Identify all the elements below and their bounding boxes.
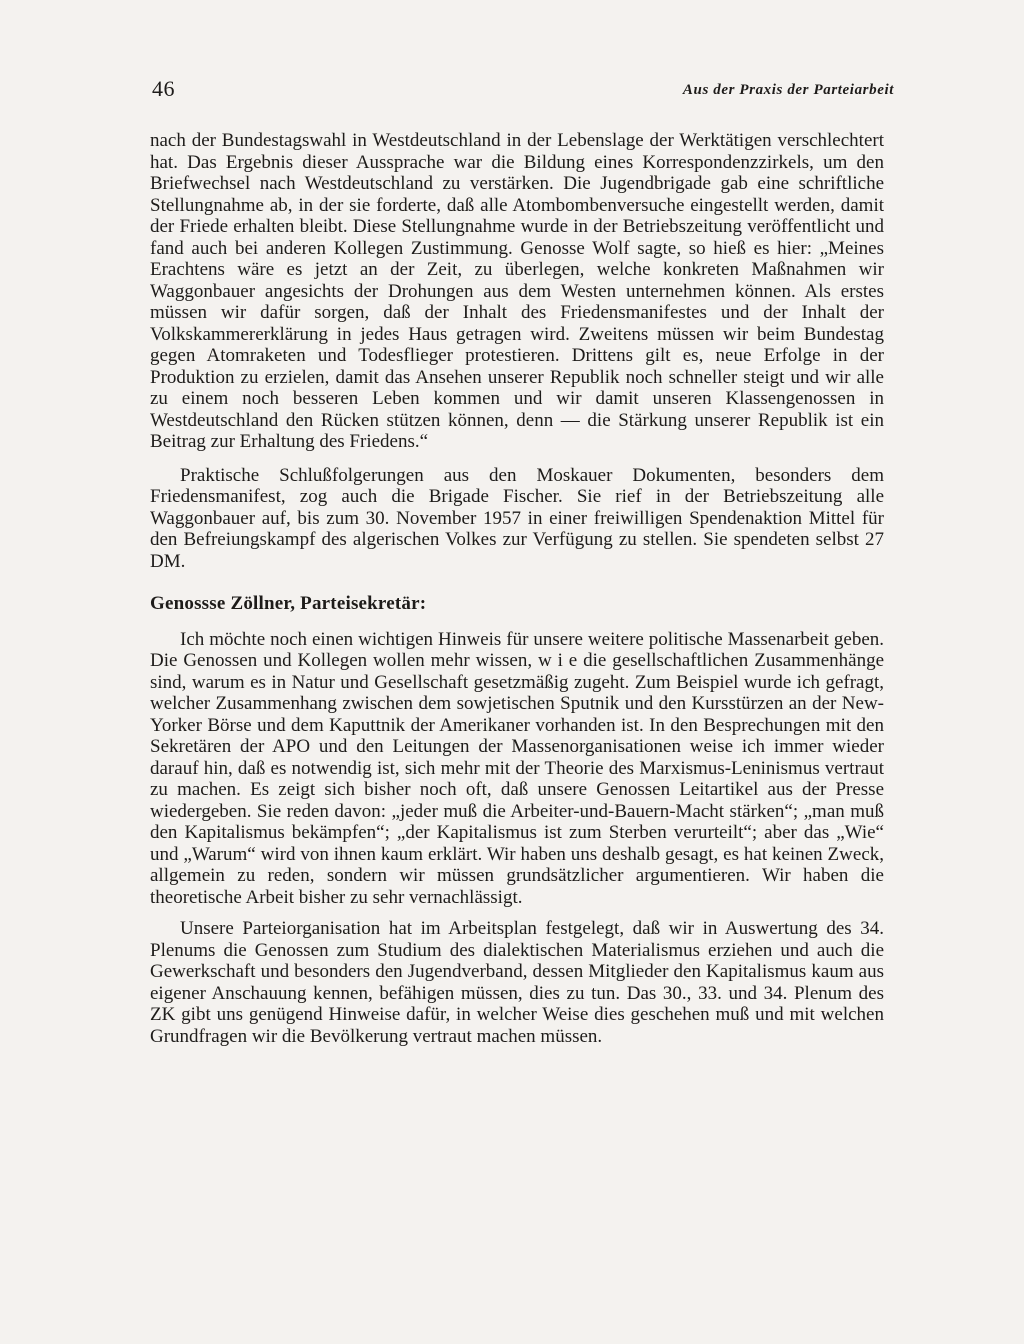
paragraph-brigade-fischer: Praktische Schlußfolgerungen aus den Moskauer Dokumenten, besonders dem Friedensmanifest, zog auch die Brigade Fischer. Sie rief in der Betriebszeitung alle Waggonbauer auf, bis zum 30. November 1957 in einer freiwilligen Spendenaktion Mittel für den Befreiungskampf des algerischen Volkes zur Verfügung zu stellen. Sie spendeten selbst 27 DM. (150, 464, 884, 572)
article-body (150, 130, 884, 1047)
running-header-title: Aus der Praxis der Parteiarbeit (682, 82, 894, 98)
paragraph-bundestagswahl: nach der Bundestagswahl in Westdeutschland in der Lebenslage der Werktätigen verschlechtert hat. Das Ergebnis dieser Aussprache war die Bildung eines Korrespondenzzirkels, um den Briefwechsel nach Westdeutschland zu verstärken. Die Jugendbrigade gab eine schriftliche Stellungnahme ab, in der sie forderte, daß alle Atombombenversuche eingestellt werden, damit der Friede erhalten bleibt. Diese Stellungnahme wurde in der Betriebszeitung veröffentlicht und fand auch bei anderen Kollegen Zustimmung. Genosse Wolf sagte, so hieß es hier: „Meines Erachtens wäre es jetzt an der Zeit, zu überlegen, welche konkreten Maßnahmen wir Waggonbauer angesichts der Drohungen aus dem Westen unternehmen können. Als erstes müssen wir dafür sorgen, daß der Inhalt des Friedensmanifestes und der Inhalt der Volkskammererklärung in jedes Haus getragen wird. Zweitens müssen wir beim Bundestag gegen Atomraketen und Todesflieger protestieren. Drittens gilt es, neue Erfolge in der Produktion zu erzielen, damit das Ansehen unserer Republik noch schneller steigt und wir alle zu einem noch besseren Leben kommen und wir damit unseren Klassengenossen in Westdeutschland den Rücken stützen können, denn — die Stärkung unserer Republik ist ein Beitrag zur Erhaltung des Friedens.“ (150, 130, 884, 452)
paragraph-massenarbeit: Ich möchte noch einen wichtigen Hinweis für unsere weitere politische Massenarbeit geben. Die Genossen und Kollegen wollen mehr wissen, w i e die gesellschaftlichen Zusammenhänge sind, warum es in Natur und Gesellschaft gesetzmäßig zugeht. Zum Beispiel wurde ich gefragt, welcher Zusammenhang zwischen dem sowjetischen Sputnik und den Kursstürzen an der New-Yorker Börse und dem Kaputtnik der Amerikaner vorhanden ist. In den Besprechungen mit den Sekretären der APO und den Leitungen der Massenorganisationen weise ich immer wieder darauf hin, daß es notwendig ist, sich mehr mit der Theorie des Marxismus-Leninismus vertraut zu machen. Es zeigt sich bisher noch oft, daß unsere Genossen Leitartikel aus der Presse wiedergeben. Sie reden davon: „jeder muß die Arbeiter-und-Bauern-Macht stärken“; „man muß den Kapitalismus bekämpfen“; „der Kapitalismus ist zum Sterben verurteilt“; aber das „Wie“ und „Warum“ wird von ihnen kaum erklärt. Wir haben uns deshalb gesagt, es hat keinen Zweck, allgemein zu reden, sondern wir müssen grundsätzlicher argumentieren. Wir haben die theoretische Arbeit bisher zu sehr vernachlässigt. (150, 628, 884, 908)
speaker-heading: Genossse Zöllner, Parteisekretär: (150, 593, 427, 614)
paragraph-parteiorganisation: Unsere Parteiorganisation hat im Arbeitsplan festgelegt, daß wir in Auswertung des 34. Plenums die Genossen zum Studium des dialektischen Materialismus erziehen und auch die Gewerkschaft und besonders den Jugendverband, dessen Mitglieder den Kapitalismus kaum aus eigener Anschauung kennen, befähigen müssen, dies zu tun. Das 30., 33. und 34. Plenum des ZK gibt uns genügend Hinweise dafür, in welcher Weise dies geschehen muß und mit welchen Grundfragen wir die Bevölkerung vertraut machen müssen. (150, 918, 884, 1047)
page-number: 46 (152, 76, 175, 101)
